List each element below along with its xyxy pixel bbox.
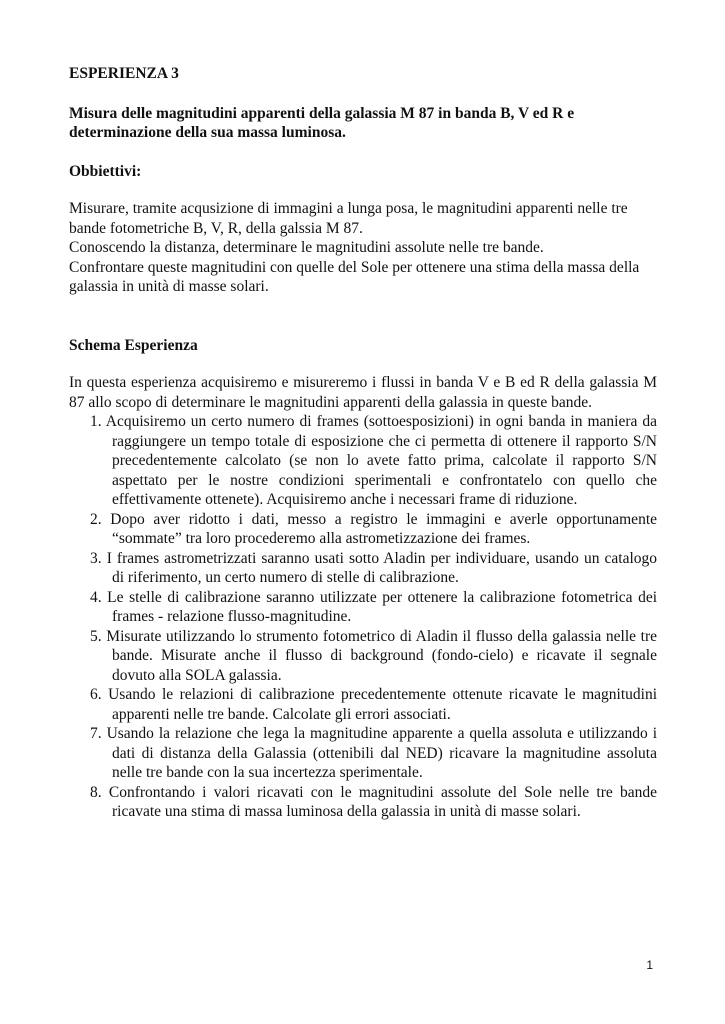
objectives-text — [69, 199, 657, 297]
step-text: Le stelle di calibrazione saranno utilizzate per ottenere la calibrazione fotometrica dei frames - relazione flusso-magnitudine. — [107, 588, 657, 625]
step-number: 1. — [90, 413, 102, 430]
document-subtitle: Misura delle magnitudini apparenti della galassia M 87 in banda B, V ed R e determinazione della sua massa luminosa. — [69, 104, 575, 141]
objective-line: Conoscendo la distanza, determinare le magnitudini assolute nelle tre bande. — [69, 239, 544, 256]
step-number: 2. — [90, 510, 102, 528]
step-number: 8. — [90, 783, 102, 801]
step-text: Usando la relazione che lega la magnitudine apparente a quella assoluta e utilizzando i dati di distanza della Galassia (ottenibili dal NED) ricavare la magnitudine assoluta nelle tre bande con la sua incertezza sperimentale. — [106, 725, 657, 781]
step-number: 5. — [90, 627, 102, 645]
steps-list — [69, 412, 657, 822]
list-item — [69, 783, 657, 822]
page-title: ESPERIENZA 3 — [69, 65, 179, 82]
document-body — [69, 64, 657, 822]
step-text: Usando le relazioni di calibrazione precedentemente ottenute ricavate le magnitudini apparenti nelle tre bande. Calcolate gli errori associati. — [108, 686, 658, 723]
list-item — [69, 549, 657, 588]
objective-line: Misurare, tramite acqusizione di immagini a lunga posa, le magnitudini apparenti nelle tre bande fotometriche B, V, R, della galssia M 87. — [69, 200, 628, 237]
list-item — [69, 724, 657, 783]
page-number: 1 — [646, 958, 653, 972]
step-text: Dopo aver ridotto i dati, messo a registro le immagini e averle opportunamente “sommate” tra loro procederemo alla astrometizzazione dei frames. — [110, 510, 657, 547]
step-text: Acquisiremo un certo numero di frames (sottoesposizioni) in ogni banda in maniera da raggiungere un tempo totale di esposizione che ci permetta di ottenere il rapporto S/N precedentemente calcolato (se non lo avete fatto prima, calcolate il rapporto S/N aspettato per le nostre condizioni sperimentali e confrontatelo con quello che effettivamente ottenete). Acquisiremo anche i necessari frame di riduzione. — [105, 413, 657, 508]
list-item — [69, 588, 657, 627]
step-number: 3. — [90, 549, 102, 567]
list-item — [69, 627, 657, 686]
step-number: 4. — [90, 588, 102, 606]
objective-line: Confrontare queste magnitudini con quelle del Sole per ottenere una stima della massa della galassia in unità di masse solari. — [69, 258, 640, 295]
list-item — [69, 412, 657, 510]
step-number: 7. — [90, 725, 102, 742]
schema-heading: Schema Esperienza — [69, 336, 198, 354]
step-number: 6. — [90, 686, 102, 703]
step-text: Confrontando i valori ricavati con le magnitudini assolute del Sole nelle tre bande ricavate una stima di massa luminosa della galassia in unità di masse solari. — [108, 783, 657, 820]
list-item — [69, 685, 657, 724]
step-text: I frames astrometrizzati saranno usati sotto Aladin per individuare, usando un catalogo di riferimento, un certo numero di stelle di calibrazione. — [106, 549, 658, 586]
schema-intro: In questa esperienza acquisiremo e misureremo i flussi in banda V e B ed R della galassia M 87 allo scopo di determinare le magnitudini apparenti della galassia in queste bande. — [69, 374, 657, 411]
step-text: Misurate utilizzando lo strumento fotometrico di Aladin il flusso della galassia nelle tre bande. Misurate anche il flusso di background (fondo-cielo) e ricavate il segnale dovuto alla SOLA galassia. — [106, 627, 658, 684]
objectives-heading: Obbiettivi: — [69, 162, 142, 180]
list-item — [69, 510, 657, 549]
